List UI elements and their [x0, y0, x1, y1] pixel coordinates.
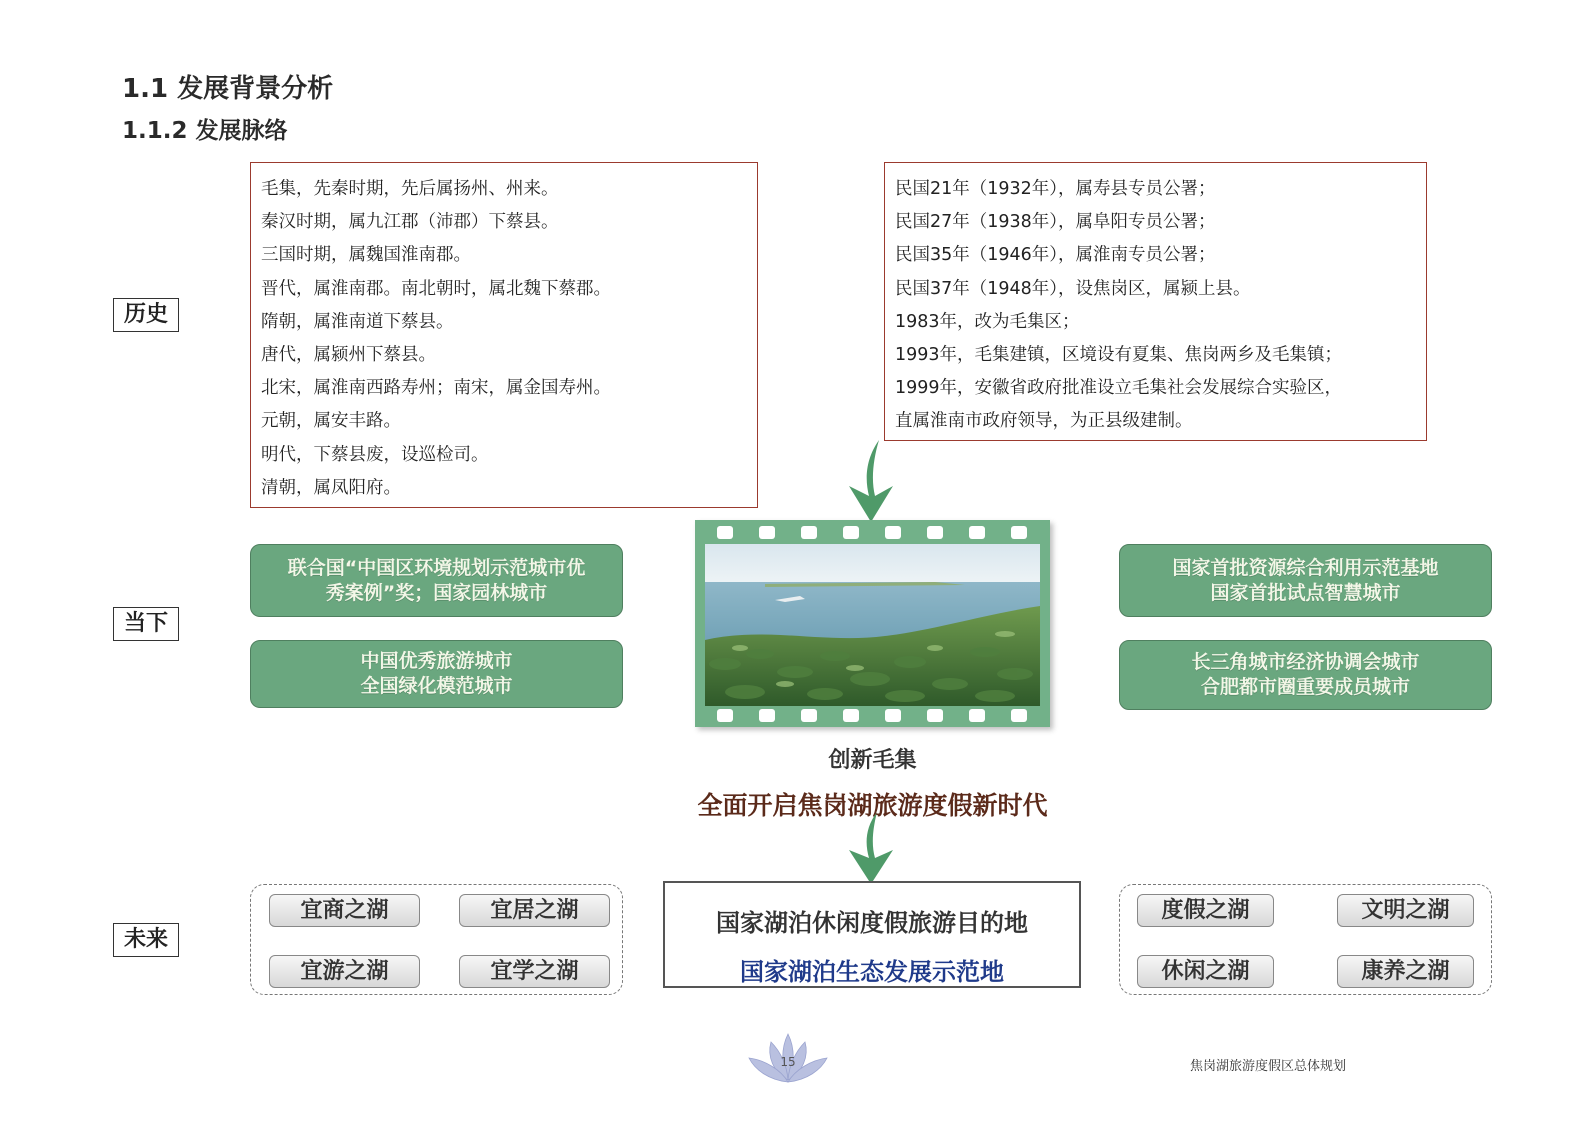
history-line: 1993年，毛集建镇，区境设有夏集、焦岗两乡及毛集镇； — [895, 345, 1343, 366]
honor-line: 全国绿化模范城市 — [360, 675, 513, 697]
future-group-left — [250, 884, 623, 995]
goal-line-2: 国家湖泊生态发展示范地 — [740, 958, 1004, 986]
history-line: 三国时期，属魏国淮南郡。 — [261, 245, 471, 266]
history-line: 民国35年（1946年），属淮南专员公署； — [895, 245, 1216, 266]
honor-box-tourism — [250, 640, 623, 708]
history-box-ancient — [250, 162, 758, 508]
history-line: 毛集，先秦时期，先后属扬州、州来。 — [261, 179, 559, 199]
lake-chip: 康养之湖 — [1337, 955, 1474, 988]
lake-photo — [705, 544, 1040, 706]
lake-chip: 宜学之湖 — [459, 955, 610, 988]
label-history: 历史 — [113, 298, 179, 332]
honor-line: 国家首批资源综合利用示范基地 — [1172, 556, 1439, 579]
honor-line: 秀案例”奖；国家园林城市 — [325, 581, 548, 604]
history-line: 清朝，属凤阳府。 — [261, 477, 401, 498]
arrow-down-icon — [835, 812, 915, 887]
future-group-right — [1119, 884, 1492, 995]
label-future: 未来 — [113, 923, 179, 957]
page-number: 15 — [780, 1055, 796, 1069]
history-line: 唐代，属颍州下蔡县。 — [261, 345, 436, 366]
history-line: 民国21年（1932年），属寿县专员公署； — [895, 179, 1216, 199]
goal-box — [663, 881, 1081, 988]
history-line: 民国27年（1938年），属阜阳专员公署； — [895, 212, 1216, 233]
history-line: 隋朝，属淮南道下蔡县。 — [261, 311, 454, 332]
honor-box-un — [250, 544, 623, 617]
lake-chip: 休闲之湖 — [1137, 955, 1274, 988]
footer-doc-title: 焦岗湖旅游度假区总体规划 — [1190, 1059, 1347, 1074]
honor-line: 合肥都市圈重要成员城市 — [1200, 676, 1410, 698]
history-line: 元朝，属安丰路。 — [261, 411, 401, 432]
history-box-modern — [884, 162, 1427, 441]
history-line: 秦汉时期，属九江郡（沛郡）下蔡县。 — [261, 212, 559, 233]
history-line: 1999年，安徽省政府批准设立毛集社会发展综合实验区， — [895, 378, 1343, 399]
photo-caption: 创新毛集 — [828, 748, 917, 773]
lake-chip: 宜居之湖 — [459, 894, 610, 927]
lake-chip: 宜游之湖 — [269, 955, 420, 988]
history-line: 1983年，改为毛集区； — [895, 311, 1080, 332]
lake-chip: 度假之湖 — [1137, 894, 1274, 927]
lake-photo-filmstrip — [695, 520, 1050, 727]
history-line: 北宋，属淮南西路寿州；南宋，属金国寿州。 — [261, 378, 611, 399]
label-present: 当下 — [113, 607, 179, 641]
history-line: 直属淮南市政府领导，为正县级建制。 — [895, 411, 1193, 432]
honor-line: 中国优秀旅游城市 — [360, 650, 513, 672]
lake-chip: 宜商之湖 — [269, 894, 420, 927]
honor-line: 长三角城市经济协调会城市 — [1191, 651, 1420, 673]
arrow-down-icon — [835, 440, 915, 525]
slogan: 全面开启焦岗湖旅游度假新时代 — [697, 791, 1048, 820]
section-title: 1.1 发展背景分析 — [122, 74, 334, 104]
history-line: 民国37年（1948年），设焦岗区，属颍上县。 — [895, 278, 1251, 299]
honor-box-yangtze — [1119, 640, 1492, 710]
honor-line: 联合国“中国区环境规划示范城市优 — [287, 556, 586, 579]
honor-line: 国家首批试点智慧城市 — [1210, 581, 1401, 604]
goal-line-1: 国家湖泊休闲度假旅游目的地 — [716, 909, 1028, 937]
lake-chip: 文明之湖 — [1337, 894, 1474, 927]
honor-box-resource — [1119, 544, 1492, 617]
history-line: 晋代，属淮南郡。南北朝时，属北魏下蔡郡。 — [261, 278, 611, 299]
subsection-title: 1.1.2 发展脉络 — [122, 118, 288, 144]
history-line: 明代，下蔡县废，设巡检司。 — [261, 444, 489, 465]
